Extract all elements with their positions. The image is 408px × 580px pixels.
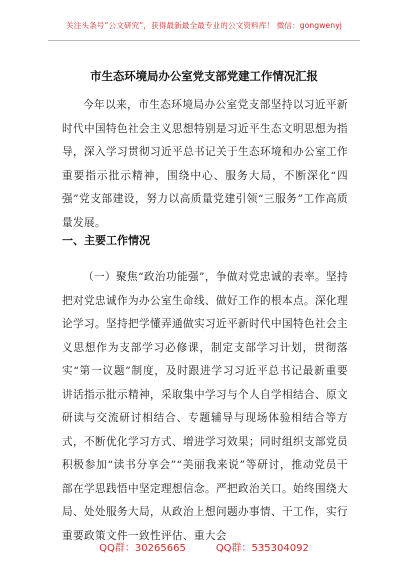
intro-paragraph: 今年以来，市生态环境局办公室党支部坚持以习近平新时代中国特色社会主义思想特别是习近平生态文明思想为指导，深入学习贯彻习近平总书记关于生态环境和办公室工作重要指示批示精神，围绕中心、服务大局，不断深化“四强”党支部建设，努力以高质量党建引领“三服务”工作高质量发展。 [62,99,348,229]
header-promo-text: 关注头条号“公文研究”，获得最新最全最专业的公文资料库！ 微信：gongwenyj [66,21,342,30]
footer-qq-group-2: QQ群：535304092 [215,543,309,554]
header-divider [48,40,360,41]
footer-qq-groups [0,539,408,554]
footer-qq-group-1: QQ群：30265665 [99,543,186,554]
section-heading: 一、主要工作情况 [62,234,150,247]
document-title: 市生态环境局办公室党支部党建工作情况汇报 [90,69,318,83]
body-paragraph: （一）聚焦“政治功能强”，争做对党忠诚的表率。坚持把对党忠诚作为办公室生命线、做好工作的根本点。深化理论学习。坚持把学懂弄通做实习近平新时代中国特色社会主义思想作为支部学习必修课，制定支部学习计划，贯彻落实“第一议题”制度，及时跟进学习习近平总书记最新重要讲话指示批示精神，采取集中学习与个人自学相结合、原文研读与交流研讨相结合、专题辅导与现场体验相结合等方式，不断优化学习方式、增进学习效果；同时组织支部党员积极参加“读书分享会”“美丽我来说”等研讨，推动党员干部在学思践悟中坚定理想信念。严把政治关口。始终围绕大局、处处服务大局，从政治上想问题办事情、干工作，实行重要政策文件一致性评估、重大会 [62,271,348,542]
